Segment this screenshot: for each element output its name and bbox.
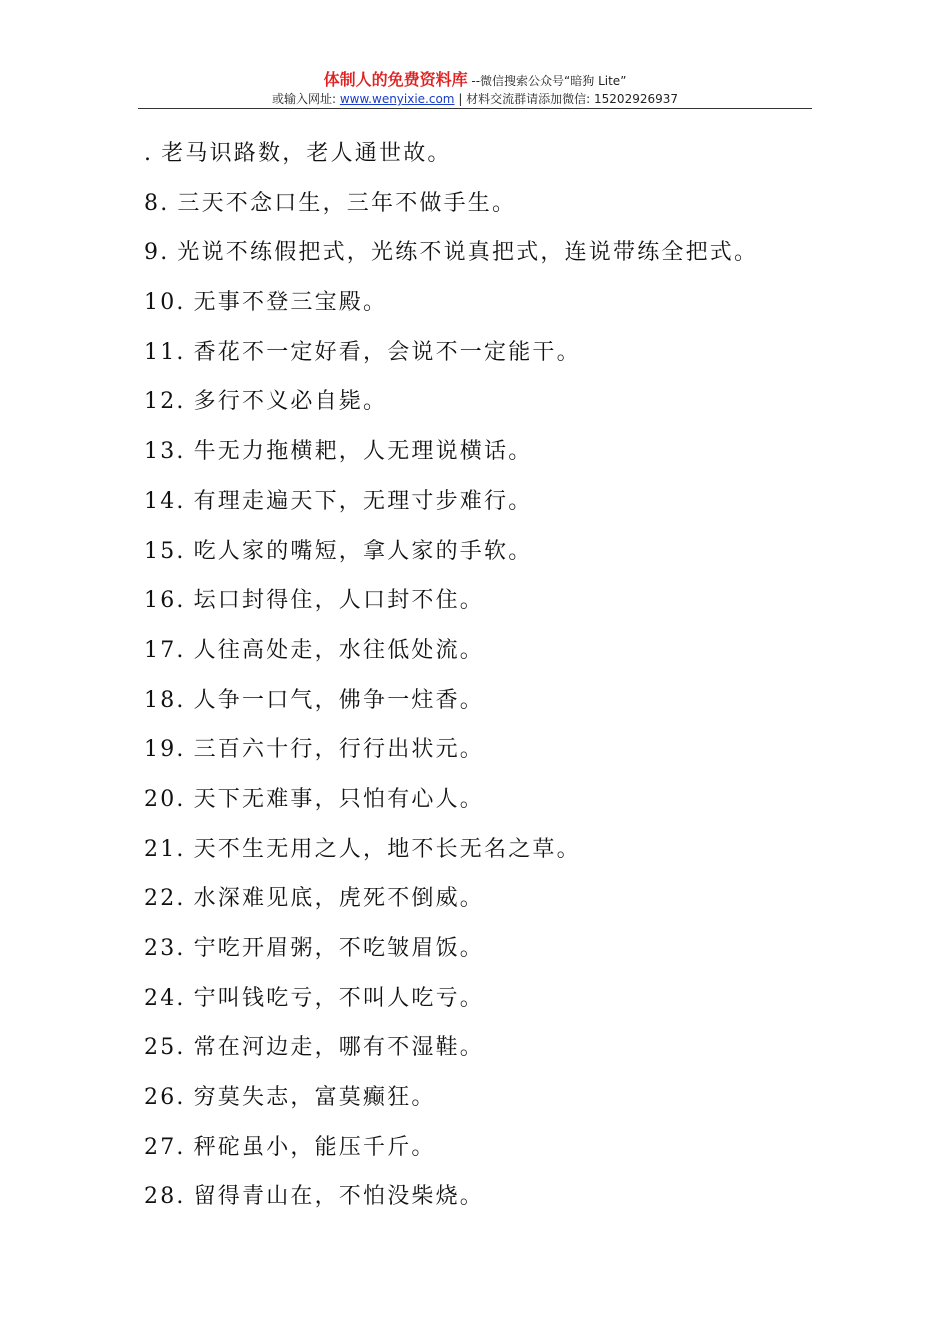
- proverb-text: 水深难见底，虎死不倒威。: [193, 886, 484, 912]
- proverb-text: 宁吃开眉粥，不吃皱眉饭。: [193, 936, 484, 961]
- proverb-item: [144, 283, 864, 333]
- proverb-item: [144, 1028, 864, 1078]
- header-title-line: [0, 70, 950, 91]
- proverb-number: 25.: [144, 1035, 186, 1061]
- proverb-item: [144, 830, 864, 880]
- proverb-number: 28.: [144, 1184, 186, 1210]
- proverb-item: [144, 382, 864, 432]
- proverb-text: 常在河边走，哪有不湿鞋。: [193, 1035, 484, 1061]
- proverb-text: 有理走遍天下，无理寸步难行。: [193, 488, 533, 514]
- proverb-text: 天下无难事，只怕有心人。: [193, 786, 484, 812]
- proverb-item: [144, 1128, 864, 1178]
- proverb-item: [144, 333, 864, 383]
- page-header: [0, 70, 950, 108]
- proverb-item: [144, 730, 864, 780]
- proverb-list: [144, 134, 864, 1227]
- proverb-text: 吃人家的嘴短，拿人家的手软。: [193, 538, 533, 564]
- proverb-text: 秤砣虽小，能压千斤。: [193, 1134, 436, 1160]
- proverb-number: 16.: [144, 588, 186, 614]
- proverb-text: 无事不登三宝殿。: [193, 290, 388, 316]
- proverb-number: 18.: [144, 687, 186, 713]
- proverb-item: [144, 681, 864, 731]
- proverb-item: [144, 184, 864, 234]
- proverb-number: 13.: [144, 439, 186, 465]
- proverb-text: 牛无力拖横耙，人无理说横话。: [193, 439, 533, 465]
- proverb-number: 10.: [144, 290, 186, 316]
- proverb-item: [144, 1078, 864, 1128]
- proverb-number: 21.: [144, 836, 186, 862]
- proverb-number: 12.: [144, 389, 186, 415]
- proverb-number: 27.: [144, 1134, 186, 1160]
- proverb-item: [144, 631, 864, 681]
- proverb-text: 留得青山在，不怕没柴烧。: [193, 1184, 484, 1210]
- proverb-number: 8.: [144, 190, 170, 216]
- proverb-text: 多行不义必自毙。: [193, 389, 388, 415]
- header-url-link[interactable]: www.wenyixie.com: [339, 92, 455, 106]
- header-info-line: [0, 91, 950, 108]
- proverb-number: 15.: [144, 538, 186, 564]
- proverb-item: [144, 1177, 864, 1227]
- proverb-text: 三百六十行，行行出状元。: [193, 737, 484, 763]
- header-url-prefix: 或输入网址:: [271, 92, 340, 106]
- proverb-text: 坛口封得住，人口封不住。: [193, 588, 484, 614]
- proverb-text: 三天不念口生，三年不做手生。: [177, 190, 517, 216]
- proverb-item: [144, 581, 864, 631]
- proverb-item: [144, 532, 864, 582]
- proverb-text: 老马识路数，老人通世故。: [161, 141, 452, 166]
- proverb-item: [144, 233, 864, 283]
- proverb-number: 22.: [144, 886, 186, 912]
- proverb-text: 天不生无用之人，地不长无名之草。: [193, 836, 581, 862]
- proverb-number: 11.: [144, 339, 186, 365]
- proverb-item: [144, 929, 864, 979]
- proverb-item: [144, 780, 864, 830]
- proverb-item: [144, 482, 864, 532]
- proverb-text: 光说不练假把式，光练不说真把式，连说带练全把式。: [177, 240, 759, 266]
- header-brand: 体制人的免费资料库: [323, 70, 468, 89]
- proverb-number: 9.: [144, 240, 170, 266]
- proverb-text: 香花不一定好看，会说不一定能干。: [193, 339, 581, 365]
- proverb-number: 19.: [144, 737, 186, 763]
- proverb-number: .: [144, 141, 154, 166]
- proverb-number: 24.: [144, 985, 186, 1011]
- proverb-number: 20.: [144, 786, 186, 812]
- proverb-text: 人往高处走，水往低处流。: [193, 637, 484, 663]
- proverb-number: 23.: [144, 936, 186, 961]
- proverb-text: 人争一口气，佛争一炷香。: [193, 687, 484, 713]
- header-divider: [138, 108, 812, 109]
- proverb-item: [144, 432, 864, 482]
- proverb-item: [144, 879, 864, 929]
- proverb-item: [144, 134, 864, 184]
- header-contact: | 材料交流群请添加微信: 15202926937: [454, 92, 679, 106]
- proverb-number: 17.: [144, 637, 186, 663]
- proverb-text: 穷莫失志，富莫癫狂。: [193, 1085, 436, 1111]
- proverb-number: 14.: [144, 488, 186, 514]
- header-tagline: --微信搜索公众号“暗狗 Lite”: [467, 74, 627, 88]
- proverb-text: 宁叫钱吃亏，不叫人吃亏。: [193, 985, 484, 1011]
- proverb-number: 26.: [144, 1085, 186, 1111]
- proverb-item: [144, 979, 864, 1029]
